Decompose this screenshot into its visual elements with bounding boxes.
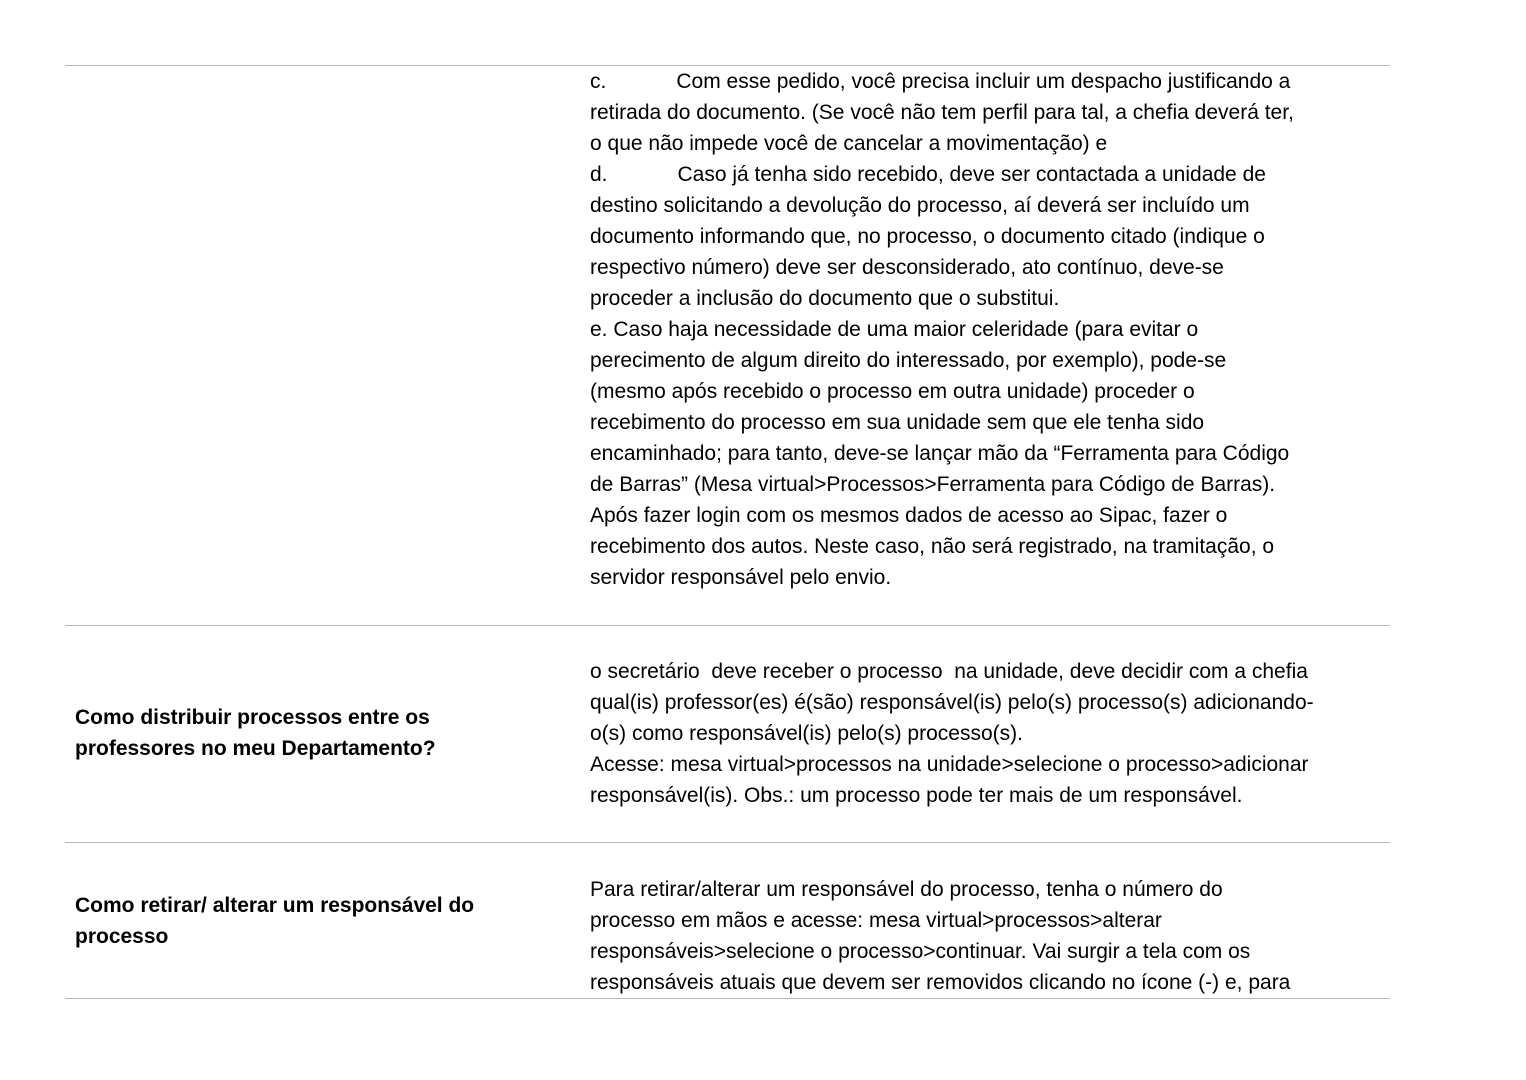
question-cell (75, 890, 545, 952)
question-line: processo (75, 925, 169, 948)
answer-line: de Barras” (Mesa virtual>Processos>Ferramenta para Código de Barras). (590, 473, 1276, 496)
question-line: professores no meu Departamento? (75, 737, 436, 760)
answer-line: o(s) como responsável(is) pelo(s) processo(s). (590, 722, 1023, 745)
answer-line: qual(is) professor(es) é(são) responsável(is) pelo(s) processo(s) adicionando- (590, 691, 1314, 714)
answer-line: o secretário deve receber o processo na unidade, deve decidir com a chefia (590, 660, 1308, 683)
list-marker: d. (590, 163, 608, 186)
answer-line: processo em mãos e acesse: mesa virtual>processos>alterar (590, 909, 1162, 932)
question-line: Como retirar/ alterar um responsável do (75, 894, 475, 917)
answer-line: responsável(is). Obs.: um processo pode ter mais de um responsável. (590, 784, 1243, 807)
table-row (65, 66, 1390, 624)
answer-line: Após fazer login com os mesmos dados de acesso ao Sipac, fazer o (590, 504, 1228, 527)
answer-cell (590, 656, 1390, 811)
question-cell (75, 702, 545, 764)
answer-line: documento informando que, no processo, o documento citado (indique o (590, 225, 1265, 248)
table-rule-bottom (65, 998, 1390, 999)
answer-line: o que não impede você de cancelar a movimentação) e (590, 132, 1108, 155)
answer-line: Para retirar/alterar um responsável do processo, tenha o número do (590, 878, 1223, 901)
answer-line: e. Caso haja necessidade de uma maior celeridade (para evitar o (590, 318, 1199, 341)
answer-cell (590, 66, 1390, 593)
answer-line: (mesmo após recebido o processo em outra unidade) proceder o (590, 380, 1195, 403)
answer-cell (590, 874, 1390, 998)
answer-line: responsáveis atuais que devem ser removidos clicando no ícone (-) e, para (590, 971, 1291, 994)
table-row (65, 843, 1390, 997)
answer-line: encaminhado; para tanto, deve-se lançar mão da “Ferramenta para Código (590, 442, 1290, 465)
answer-line: respectivo número) deve ser desconsiderado, ato contínuo, deve-se (590, 256, 1224, 279)
answer-line: Acesse: mesa virtual>processos na unidade>selecione o processo>adicionar (590, 753, 1309, 776)
answer-line: c. Com esse pedido, você precisa incluir um despacho justificando a (590, 70, 1291, 93)
answer-line: perecimento de algum direito do interessado, por exemplo), pode-se (590, 349, 1227, 372)
answer-line: proceder a inclusão do documento que o substitui. (590, 287, 1060, 310)
answer-line: recebimento do processo em sua unidade sem que ele tenha sido (590, 411, 1205, 434)
answer-line: responsáveis>selecione o processo>continuar. Vai surgir a tela com os (590, 940, 1251, 963)
list-marker: c. (590, 70, 607, 93)
answer-line: retirada do documento. (Se você não tem perfil para tal, a chefia deverá ter, (590, 101, 1294, 124)
table-row (65, 626, 1390, 841)
question-line: Como distribuir processos entre os (75, 706, 430, 729)
answer-line: recebimento dos autos. Neste caso, não será registrado, na tramitação, o (590, 535, 1275, 558)
answer-line: d. Caso já tenha sido recebido, deve ser contactada a unidade de (590, 163, 1266, 186)
answer-line: servidor responsável pelo envio. (590, 566, 892, 589)
answer-line: destino solicitando a devolução do processo, aí deverá ser incluído um (590, 194, 1250, 217)
